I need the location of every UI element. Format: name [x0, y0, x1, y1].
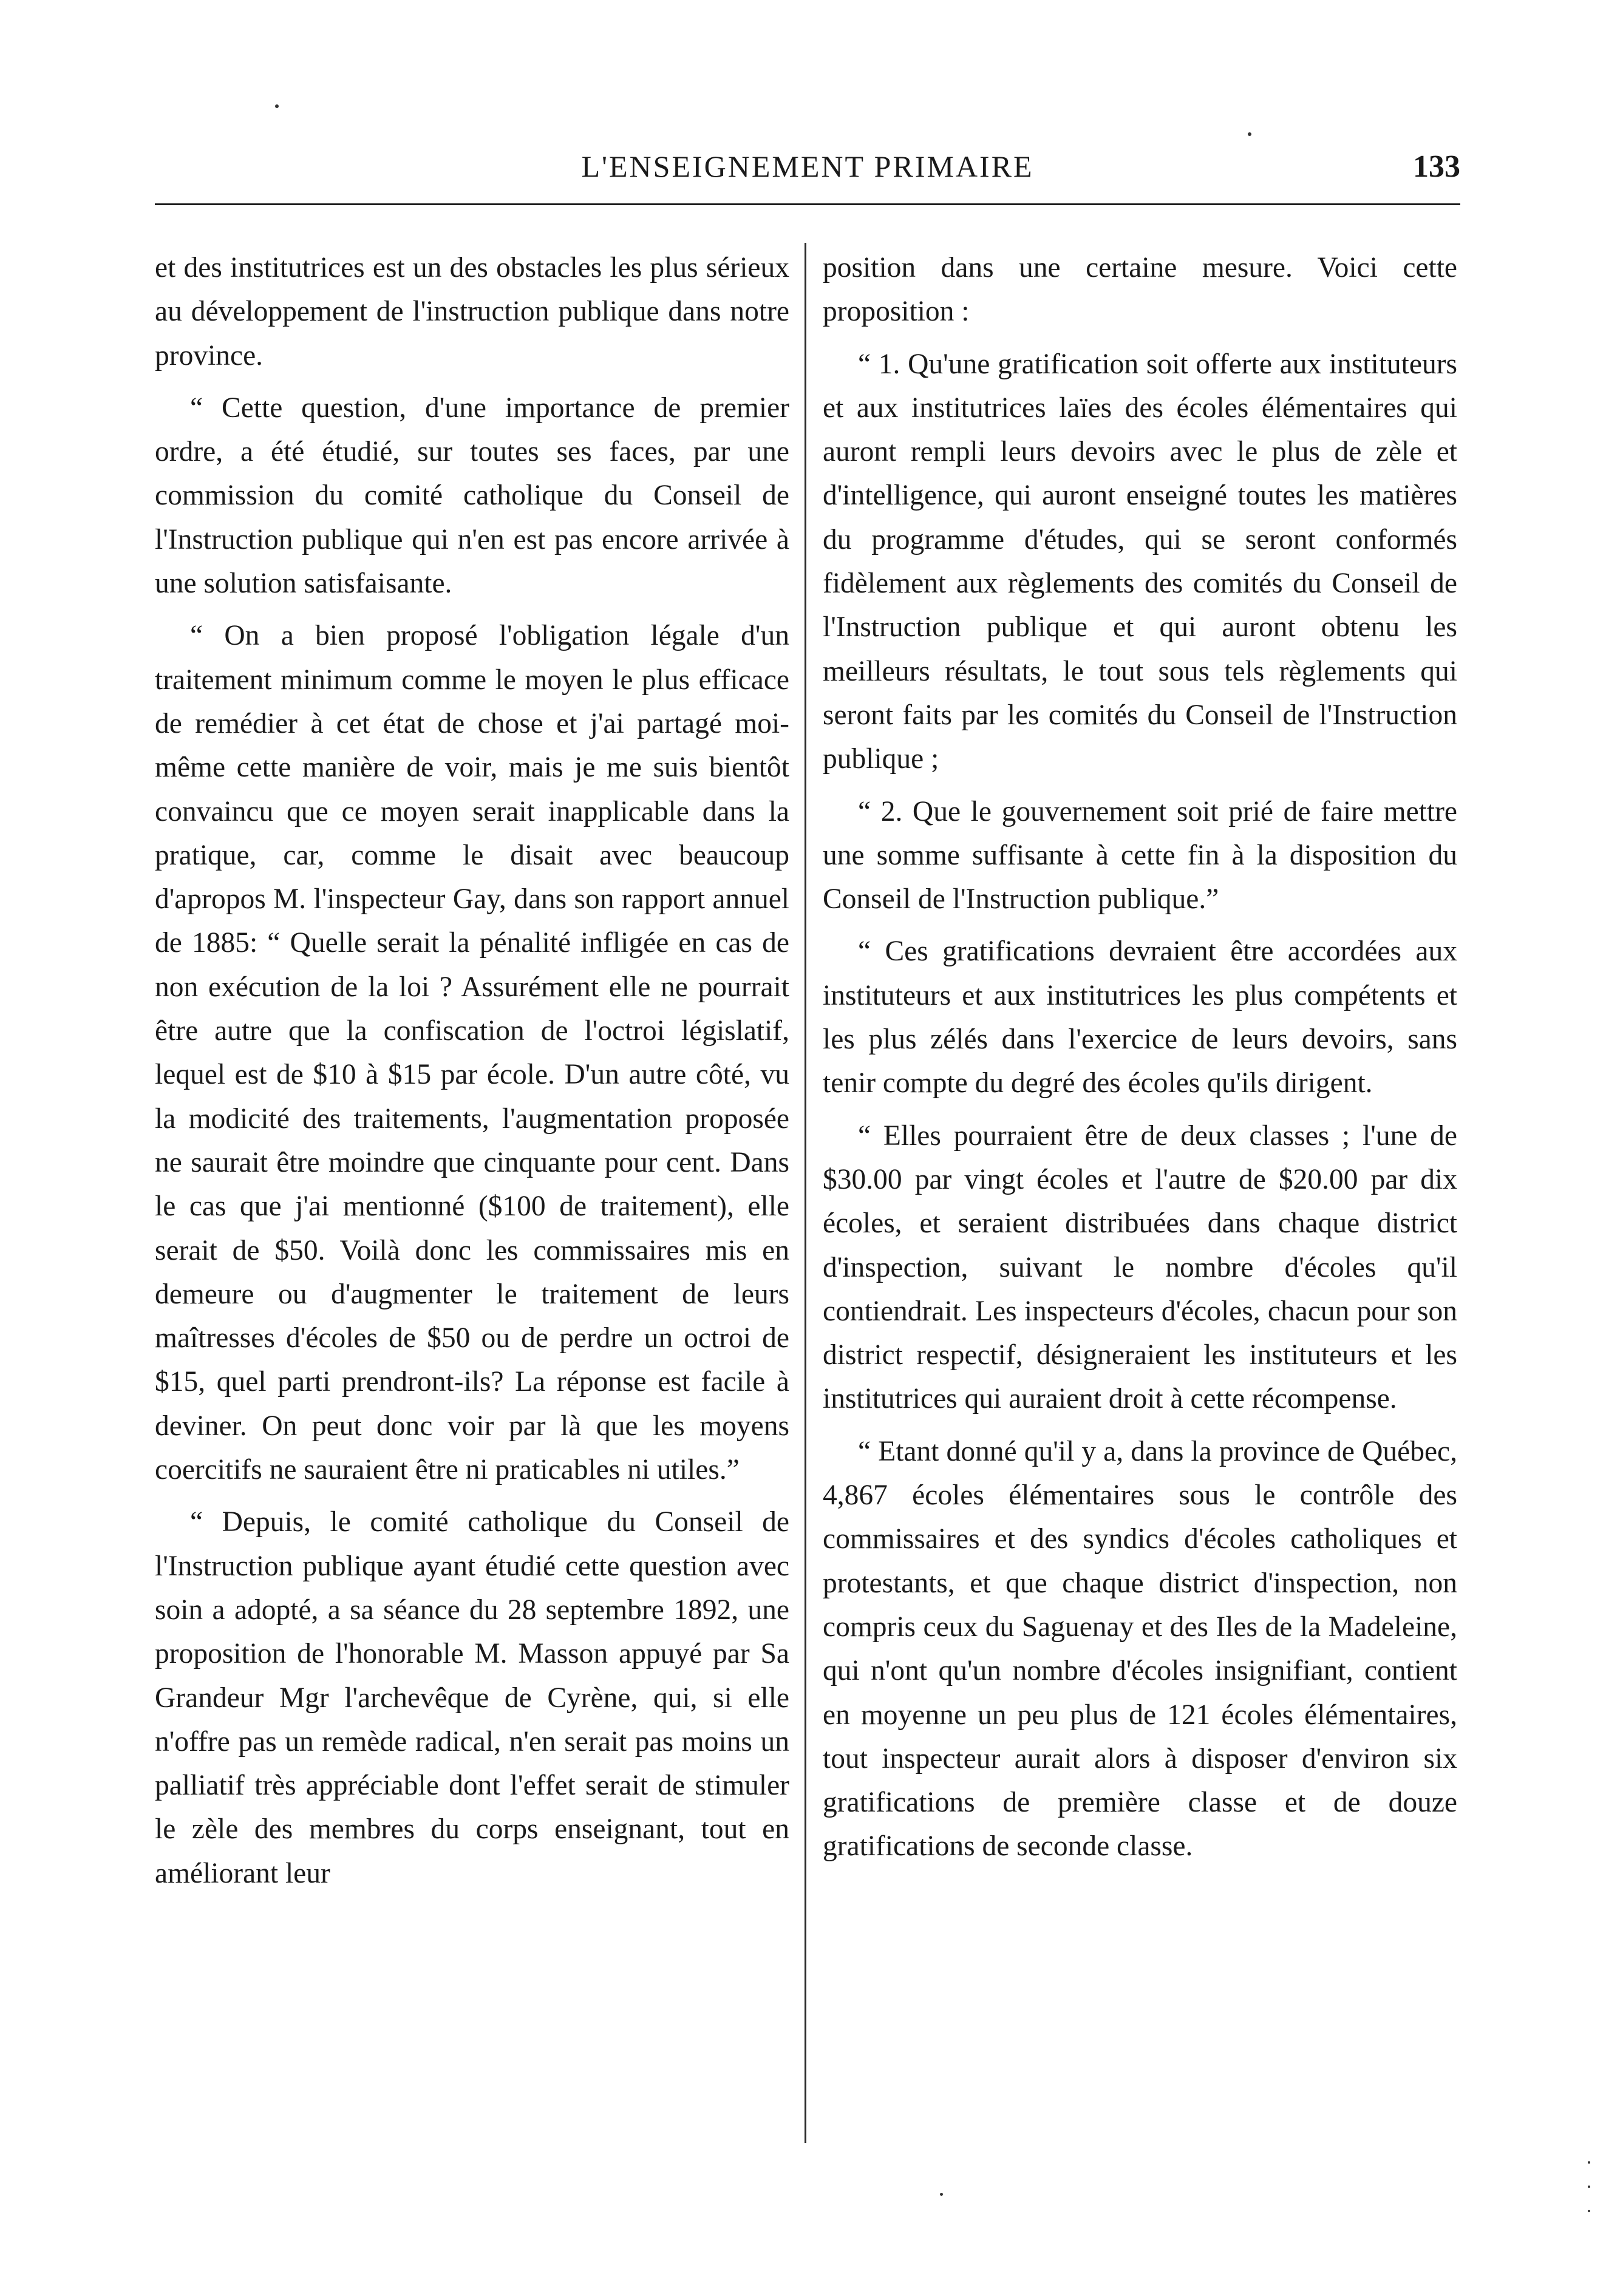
paragraph: “ Elles pourraient être de deux classes ; l'une de $30.00 par vingt écoles et l'autre de $20.00 par dix écoles, et seraient distribuées dans chaque district d'inspection, suivant le nombre d'écoles qu'il contiendrait. Les inspecteurs d'écoles, chacun pour son district respectif, désigneraient les instituteurs et les institutrices qui auraient droit à cette récompense. — [823, 1119, 1457, 1415]
print-speck — [1588, 2161, 1590, 2164]
left-column — [155, 246, 789, 1895]
print-speck — [1588, 2186, 1590, 2188]
header-rule — [155, 203, 1460, 205]
print-speck — [940, 2193, 943, 2196]
paragraph: “ 2. Que le gouvernement soit prié de faire mettre une somme suffisante à cette fin à la disposition du Conseil de l'Instruction publique.” — [823, 795, 1457, 915]
running-head — [155, 149, 1460, 197]
print-speck — [275, 104, 279, 108]
paragraph: “ On a bien proposé l'obligation légale d'un traitement minimum comme le moyen le plus efficace de remédier à cet état de chose et j'ai partagé moi-même cette manière de voir, mais je me suis bientôt convaincu que ce moyen serait inapplicable dans la pratique, car, comme le disait avec beaucoup d'apropos M. l'inspecteur Gay, dans son rapport annuel de 1885: “ Quelle serait la pénalité infligée en cas de non exécution de la loi ? Assurément elle ne pourrait être autre que la confiscation de l'octroi législatif, lequel est de $10 à $15 par école. D'un autre côté, vu la modicité des traitements, l'augmentation proposée ne saurait être moindre que cinquante pour cent. Dans le cas que j'ai mentionné ($100 de traitement), elle serait de $50. Voilà donc les commissaires mis en demeure ou d'augmenter le traitement de leurs maîtresses d'écoles de $50 ou de perdre un octroi de $15, quel parti prendront-ils? La réponse est facile à deviner. On peut donc voir par là que les moyens coercitifs ne sauraient être ni praticables ni utiles.” — [155, 620, 789, 1486]
paragraph: “ Ces gratifications devraient être accordées aux instituteurs et aux institutrices les plus compétents et les plus zélés dans l'exercice de leurs devoirs, sans tenir compte du degré des écoles qu'ils dirigent. — [823, 936, 1457, 1099]
paragraph: position dans une certaine mesure. Voici cette proposition : — [823, 252, 1457, 328]
paragraph: “ Etant donné qu'il y a, dans la province de Québec, 4,867 écoles élémentaires sous le contrôle des commissaires et des syndics d'écoles catholiques et protestants, et que chaque district d'inspection, non compris ceux du Saguenay et des Iles de la Madeleine, qui n'ont qu'un nombre d'écoles insignifiant, contient en moyenne un peu plus de 121 écoles élémentaires, tout inspecteur aurait alors à disposer d'environ six gratifications de première classe et de douze gratifications de seconde classe. — [823, 1435, 1457, 1863]
print-speck — [1588, 2210, 1590, 2212]
paragraph: “ 1. Qu'une gratification soit offerte aux instituteurs et aux institutrices laïes des écoles élémentaires qui auront rempli leurs devoirs avec le plus de zèle et d'intelligence, qui auront enseigné toutes les matières du programme d'études, qui se seront conformés fidèlement aux règlements des comités du Conseil de l'Instruction publique et qui auront obtenu les meilleurs résultats, le tout sous tels règlements qui seront faits par les comités du Conseil de l'Instruction publique ; — [823, 348, 1457, 775]
paragraph: “ Depuis, le comité catholique du Conseil de l'Instruction publique ayant étudié cette question avec soin a adopté, a sa séance du 28 septembre 1892, une proposition de l'honorable M. Masson appuyé par Sa Grandeur Mgr l'archevêque de Cyrène, qui, si elle n'offre pas un remède radical, n'en serait pas moins un palliatif très appréciable dont l'effet serait de stimuler le zèle des membres du corps enseignant, tout en améliorant leur — [155, 1506, 789, 1889]
running-title: L'ENSEIGNEMENT PRIMAIRE — [581, 149, 1034, 183]
print-speck — [1248, 132, 1251, 136]
right-column — [823, 246, 1457, 1869]
paragraph: et des institutrices est un des obstacles les plus sérieux au développement de l'instruction publique dans notre province. — [155, 252, 789, 372]
column-divider — [805, 243, 806, 2143]
paragraph: “ Cette question, d'une importance de premier ordre, a été étudié, sur toutes ses faces, par une commission du comité catholique du Conseil de l'Instruction publique qui n'en est pas encore arrivée à une solution satisfaisante. — [155, 392, 789, 600]
page-number: 133 — [1413, 149, 1460, 184]
